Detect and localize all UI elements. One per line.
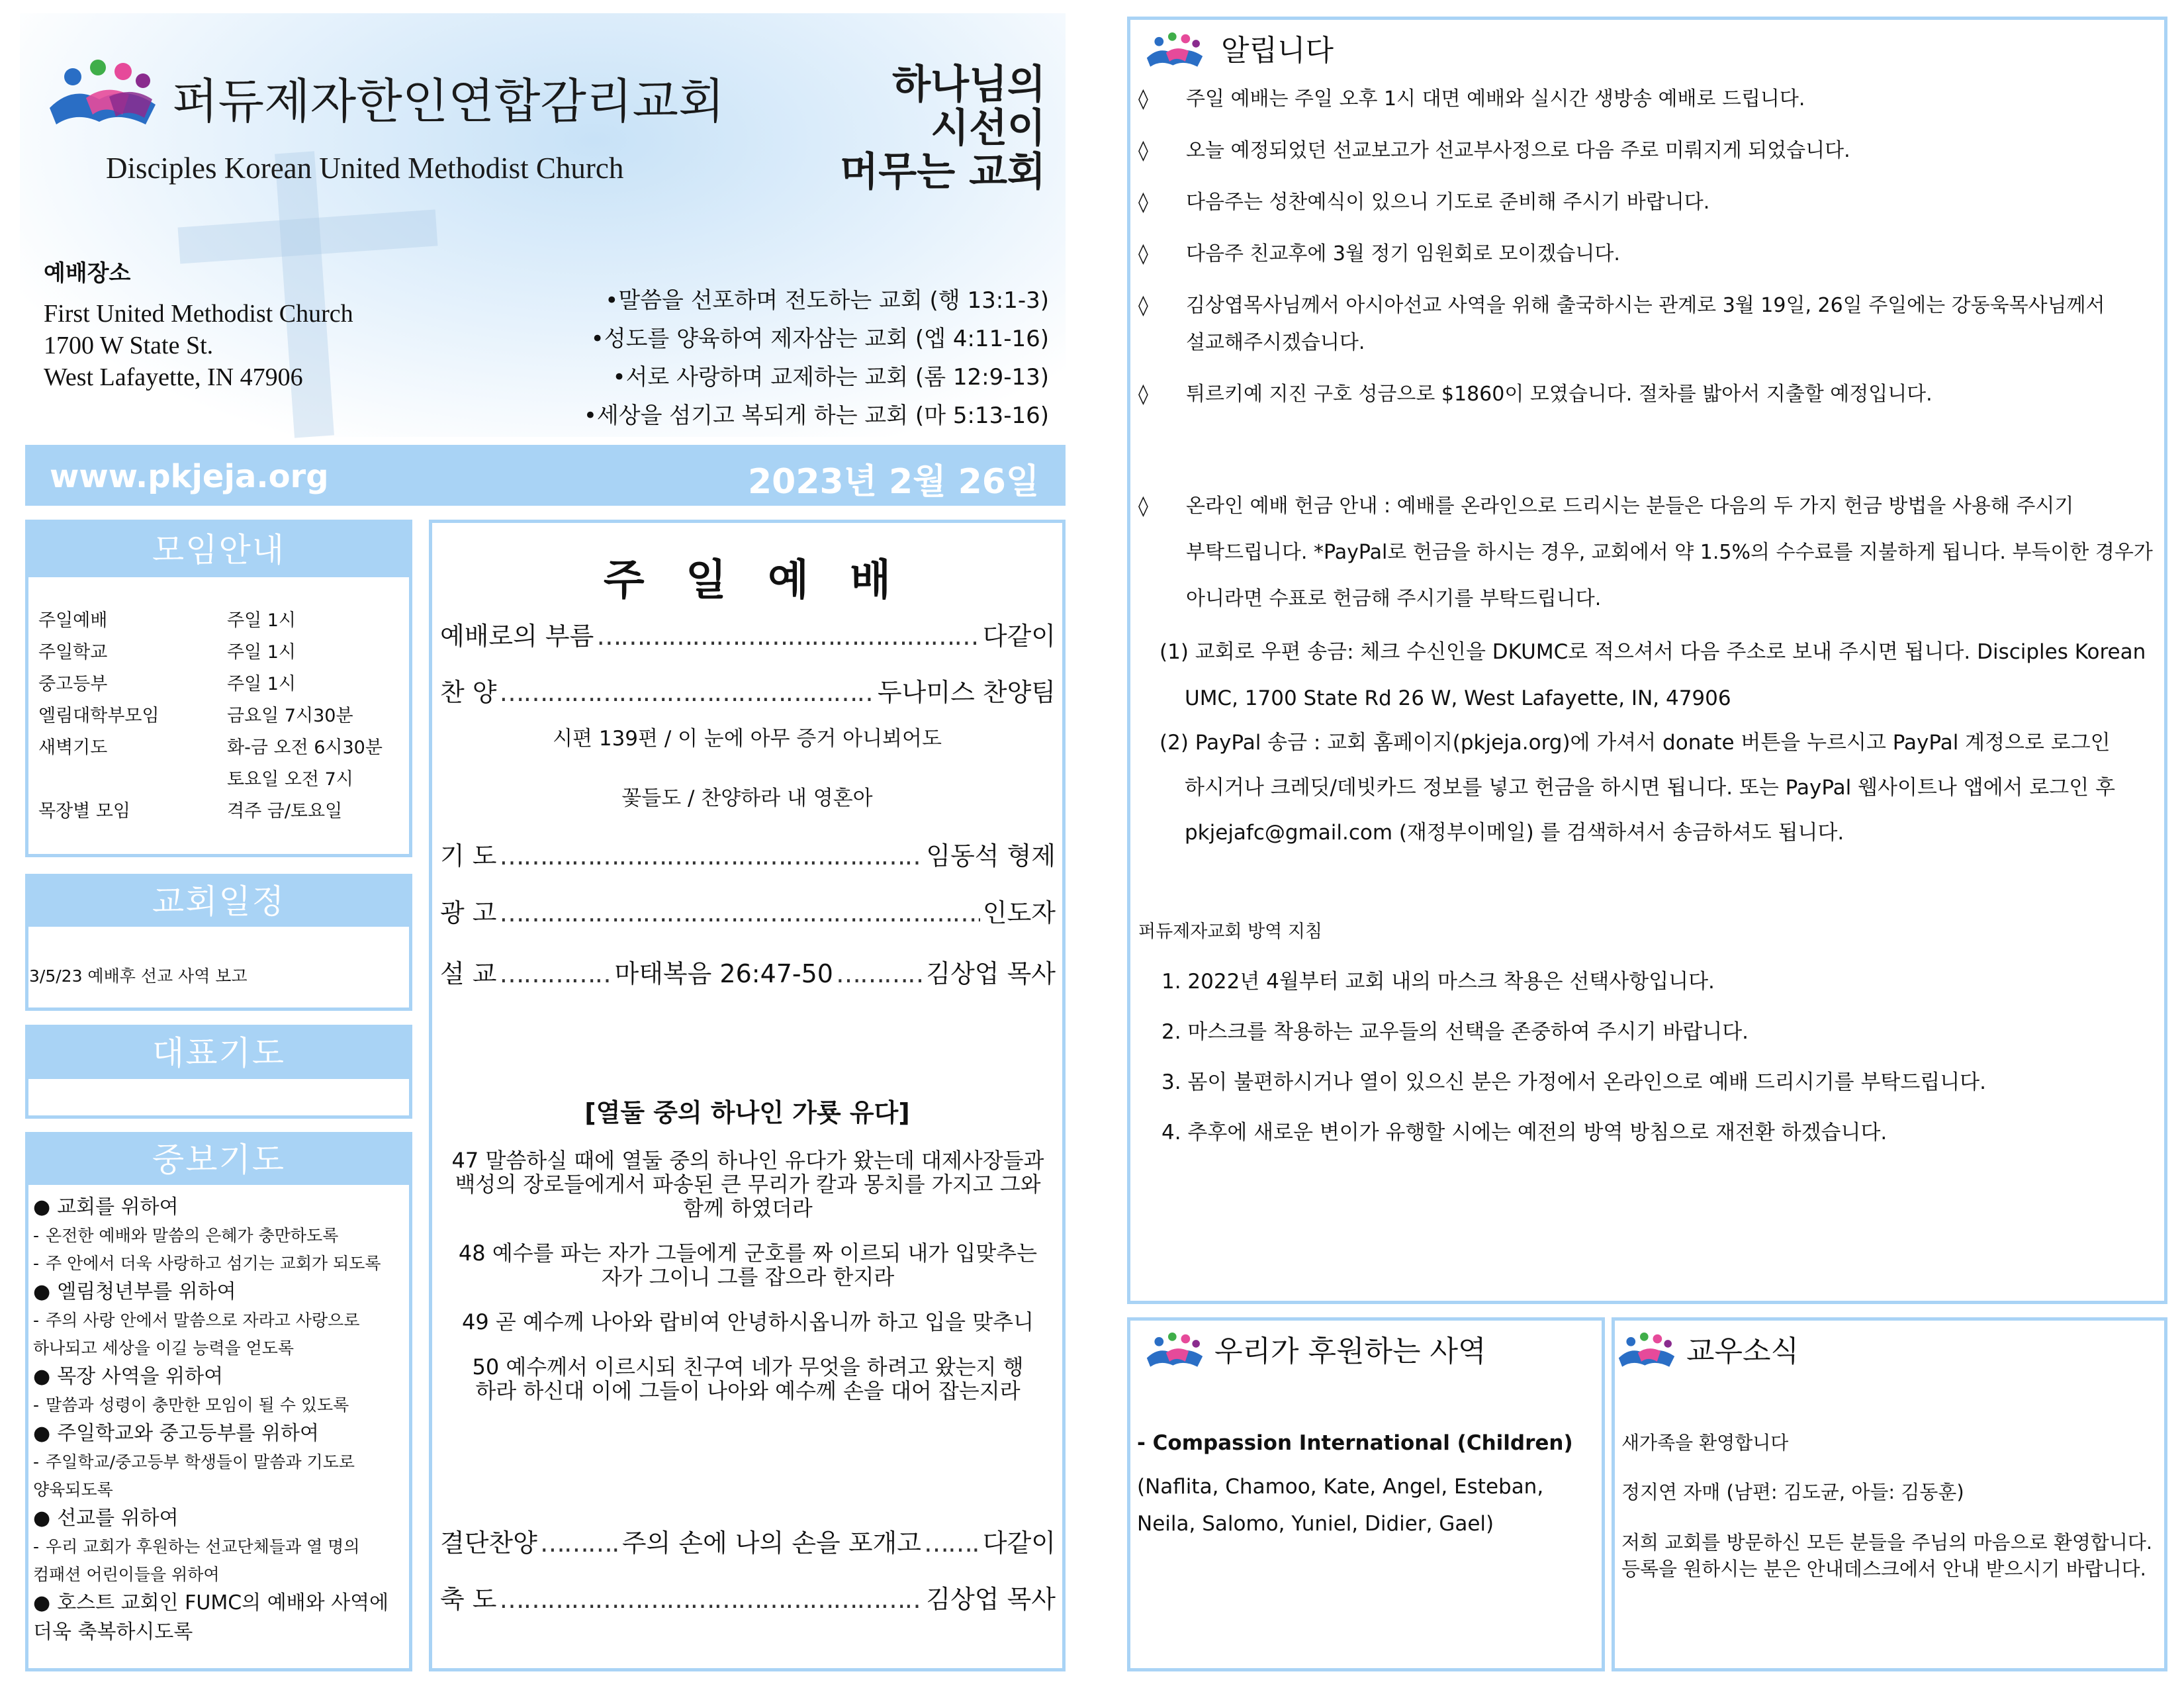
intercession-line [33,1618,404,1647]
meeting-time: 주일 1시 [227,642,296,663]
mission-item: •말씀을 선포하며 전도하는 교회 (행 13:1-3) [605,287,1049,314]
bullet-icon: ◊ [1138,383,1148,406]
mission-item: •성도를 양육하여 제자삼는 교회 (엡 4:11-16) [590,326,1049,352]
intercession-line [33,1391,404,1419]
intercession-line [33,1335,404,1362]
bullet-dot-icon: ● [33,1591,51,1615]
members-visitors [1621,1529,2152,1582]
sermon-title: [열둘 중의 하나인 가룟 유다] [584,1098,910,1127]
meeting-name: 중고등부 [38,674,108,694]
meeting-row [38,606,402,637]
bullet-icon: ◊ [1138,494,1148,518]
bullet-icon: ◊ [1138,242,1148,265]
visitor-line: 등록을 원하시는 분은 안내데스크에서 안내 받으시기 바랍니다. [1621,1558,2146,1580]
meeting-name: 주일학교 [38,642,108,663]
intercession-line [33,1222,404,1250]
announcement-item [1138,81,2158,118]
bullet-dot-icon: ● [33,1507,51,1530]
intercession-line [33,1504,404,1533]
meeting-row [38,701,402,733]
motto-line: 머무는 교회 [840,149,1046,195]
worship-item-response [440,1523,1056,1559]
worship-item-praise [440,672,1056,708]
meeting-row [38,765,402,796]
guideline-item: 1. 2022년 4월부터 교회 내의 마스크 착용은 선택사항입니다. [1161,970,1715,994]
announcements-icon [1145,32,1205,73]
intercession-line [33,1362,404,1391]
intercession-text: 목장 사역을 위하여 [57,1365,224,1388]
bullet-dot-icon: ● [33,1422,51,1445]
venue-line: West Lafayette, IN 47906 [44,363,303,391]
intercession-text: 온전한 예배와 말씀의 은혜가 충만하도록 [46,1226,339,1245]
intercession-text: 컴패션 어린이들을 위하여 [33,1565,220,1584]
online-text: 온라인 예배 헌금 안내 : 예배를 온라인으로 드리시는 분들은 다음의 두 가지 헌금 방법을 사용해 주시기 [1186,494,2074,518]
members-title: 교우소식 [1686,1335,1799,1368]
schedule-item: 3/5/23 예배후 선교 사역 보고 [29,966,248,986]
dot-leader [500,959,612,988]
order-label: 축 도 [440,1585,497,1614]
response-hymn: 주의 손에 나의 손을 포개고 [621,1528,921,1558]
announcement-item [1138,236,2158,273]
dash-icon: - [33,1452,40,1472]
worship-item-prayer [440,835,1056,872]
order-leader: 다같이 [982,622,1056,651]
meeting-time: 금요일 7시30분 [227,706,353,726]
hymn-line-1: 시편 139편 / 이 눈에 아무 증거 아니뵈어도 [553,727,942,751]
announcement-text: 오늘 예정되었던 선교보고가 선교부사정으로 다음 주로 미뤄지게 되었습니다. [1186,139,1850,162]
intercession-text: 우리 교회가 후원하는 선교단체들과 열 명의 [46,1537,360,1556]
dash-icon: - [33,1226,40,1245]
announcement-text: 주일 예배는 주일 오후 1시 대면 예배와 실시간 생방송 예배로 드립니다. [1186,87,1805,111]
children-line: (Naflita, Chamoo, Kate, Angel, Esteban, [1137,1475,1544,1499]
scripture-verses [437,1149,1059,1403]
announcement-text: 김상엽목사님께서 아시아선교 사역을 위해 출국하시는 관계로 3월 19일, 26일 주일에는 강동욱목사님께서 [1186,294,2105,317]
intercession-text: 주의 사랑 안에서 말씀으로 자라고 사랑으로 [46,1311,360,1330]
church-name-en: Disciples Korean United Methodist Church [106,152,624,185]
announcement-item [1138,376,2158,413]
meeting-time: 화-금 오전 6시30분 [227,737,383,758]
intercession-title: 중보기도 [28,1135,409,1185]
covid-guidelines [1161,957,2154,1158]
dot-leader [924,1528,980,1558]
motto-line: 시선이 [931,105,1046,152]
verse: 49 곧 예수께 나아와 랍비여 안녕하시옵니까 하고 입을 맞추니 [462,1309,1034,1335]
meeting-row [38,796,402,828]
dot-leader [596,622,980,651]
intercession-text: 하나되고 세상을 이길 능력을 얻도록 [33,1338,295,1358]
dot-leader [500,1585,924,1614]
order-leader: 임동석 형제 [926,841,1056,870]
meeting-row [38,669,402,701]
dot-leader [836,959,923,988]
method-line: 하시거나 크레딧/데빗카드 정보를 넣고 헌금을 하시면 됩니다. 또는 PayPal 웹사이트나 앱에서 로그인 후 [1185,776,2115,800]
rep-prayer-title: 대표기도 [28,1028,409,1079]
worship-title: 주 일 예 배 [603,556,891,605]
bullet-icon: ◊ [1138,191,1148,214]
hymn-line-2: 꽃들도 / 찬양하라 내 영혼아 [621,786,873,810]
announcement-text: 설교해주시겠습니다. [1186,331,1365,354]
meeting-row [38,733,402,765]
dash-icon: - [33,1254,40,1273]
dot-leader [540,1528,619,1558]
support-title: 우리가 후원하는 사역 [1214,1335,1486,1368]
schedule-title: 교회일정 [28,877,409,927]
verse: 50 예수께서 이르시되 친구여 네가 무엇을 하려고 왔는지 행하라 하신대 이에 그들이 나아와 예수께 손을 대어 잡는지라 [472,1354,1024,1403]
order-label: 예배로의 부름 [440,622,594,651]
meeting-name: 목장별 모임 [38,801,130,821]
order-leader: 다같이 [982,1528,1056,1558]
motto [807,63,1046,194]
intercession-line [33,1250,404,1278]
meetings-title: 모임안내 [28,523,409,577]
guideline-item: 4. 추후에 새로운 변이가 유행할 시에는 예전의 방역 방침으로 재전환 하겠습니다. [1161,1121,1888,1145]
order-label: 설 교 [440,959,497,988]
members-icon [1617,1332,1676,1373]
meeting-time: 주일 1시 [227,610,296,631]
announcement-text: 다음주 친교후에 3월 정기 임원회로 모이겠습니다. [1186,242,1620,265]
meeting-row [38,637,402,669]
bullet-dot-icon: ● [33,1196,51,1219]
announcement-item [1138,132,2158,169]
intercession-text: 주 안에서 더욱 사랑하고 섬기는 교회가 되도록 [46,1254,381,1273]
order-leader: 김상업 목사 [926,959,1056,988]
offering-method-1 [1160,629,2152,722]
worship-item-call [440,616,1056,652]
method-line: UMC, 1700 State Rd 26 W, West Lafayette, IN, 47906 [1185,686,1731,710]
intercession-line [33,1419,404,1448]
intercession-text: 말씀과 성령이 충만한 모임이 될 수 있도록 [46,1395,349,1415]
intercession-text: 양육되도록 [33,1480,113,1499]
intercession-text: 주일학교/중고등부 학생들이 말씀과 기도로 [46,1452,355,1472]
worship-item-benediction [440,1579,1056,1615]
venue-address [44,298,353,393]
order-label: 기 도 [440,841,497,870]
website-link[interactable]: www.pkjeja.org [50,458,329,495]
dot-leader [500,841,924,870]
venue-line: 1700 W State St. [44,332,214,359]
worship-item-sermon [440,953,1056,990]
announcement-text: 튀르키예 지진 구호 성금으로 $1860이 모였습니다. 절차를 밟아서 지출할 예정입니다. [1186,383,1933,406]
online-offering [1138,483,2158,622]
guideline-item: 2. 마스크를 착용하는 교우들의 선택을 존중하여 주시기 바랍니다. [1161,1020,1749,1044]
dash-icon: - [33,1311,40,1330]
verse: 47 말씀하실 때에 열둘 중의 하나인 유다가 왔는데 대제사장들과 백성의 장로들에게서 파송된 큰 무리가 칼과 몽치를 가지고 그와 함께 하였더라 [451,1148,1044,1221]
meeting-name: 엘림대학부모임 [38,706,159,726]
order-label: 결단찬양 [440,1528,537,1558]
church-logo-icon [46,58,159,131]
dot-leader [500,678,875,707]
method-line: pkjejafc@gmail.com (재정부이메일) 를 검색하셔서 송금하셔도 됩니다. [1185,821,1844,845]
bulletin-date: 2023년 2월 26일 [748,462,1040,502]
announcement-item [1138,184,2158,221]
worship-item-announcements [440,892,1056,929]
venue-line: First United Methodist Church [44,300,353,328]
announcements-title: 알립니다 [1221,34,1334,68]
meeting-time: 토요일 오전 7시 [227,769,353,790]
intercession-text: 엘림청년부를 위하여 [57,1280,236,1303]
intercession-line [33,1193,404,1222]
meeting-name: 주일예배 [38,610,108,631]
offering-method-2 [1160,720,2152,855]
online-line-3: 아니라면 수표로 헌금해 주시기를 부탁드립니다. [1186,587,1602,610]
support-icon [1145,1332,1205,1373]
support-name: - Compassion International (Children) [1137,1431,1573,1455]
intercession-line [33,1533,404,1561]
intercession-line [33,1278,404,1307]
order-label: 찬 양 [440,678,497,707]
meetings-table [38,606,402,828]
intercession-line [33,1448,404,1476]
intercession-line [33,1561,404,1589]
motto-line: 하나님의 [892,62,1046,108]
intercession-line [33,1589,404,1618]
mission-item: •세상을 섬기고 복되게 하는 교회 (마 5:13-16) [583,402,1049,429]
church-name-ko: 퍼듀제자한인연합감리교회 [172,73,725,129]
bullet-icon: ◊ [1138,87,1148,111]
announcement-item [1138,287,2158,361]
online-line-1 [1138,483,2158,530]
mission-list [556,281,1049,435]
members-welcome: 새가족을 환영합니다 [1621,1432,1789,1454]
bullet-dot-icon: ● [33,1365,51,1388]
bullet-icon: ◊ [1138,294,1148,317]
meeting-name: 새벽기도 [38,737,108,758]
intercession-text: 교회를 위하여 [57,1196,179,1219]
mission-item: •서로 사랑하며 교제하는 교회 (롬 12:9-13) [612,364,1049,391]
meeting-time: 주일 1시 [227,674,296,694]
members-family: 정지연 자매 (남편: 김도균, 아들: 김동훈) [1621,1481,1964,1503]
method-line: (1) 교회로 우편 송금: 체크 수신인을 DKUMC로 적으셔서 다음 주소로 보내 주시면 됩니다. Disciples Korean [1160,640,2146,664]
order-leader: 두나미스 찬양팀 [877,678,1056,707]
online-line-2: 부탁드립니다. *PayPal로 헌금을 하시는 경우, 교회에서 약 1.5%의 수수료를 지불하게 됩니다. 부득이한 경우가 [1186,541,2153,564]
order-leader: 김상업 목사 [926,1585,1056,1614]
intercession-text: 더욱 축복하시도록 [33,1620,193,1644]
support-children [1137,1468,1543,1542]
intercession-line [33,1307,404,1335]
covid-title: 퍼듀제자교회 방역 지침 [1138,921,1322,942]
intercession-text: 선교를 위하여 [57,1507,179,1530]
announcement-text: 다음주는 성찬예식이 있으니 기도로 준비해 주시기 바랍니다. [1186,191,1710,214]
meeting-time: 격주 금/토요일 [227,801,343,821]
venue-label: 예배장소 [44,260,131,287]
dot-leader [500,898,980,927]
announcement-list [1138,81,2158,428]
order-leader: 인도자 [982,898,1056,927]
verse: 48 예수를 파는 자가 그들에게 군호를 짜 이르되 내가 입맞추는 자가 그이니 그를 잡으라 한지라 [458,1241,1038,1289]
dash-icon: - [33,1537,40,1556]
intercession-text: 주일학교와 중고등부를 위하여 [57,1422,319,1445]
bullet-icon: ◊ [1138,139,1148,162]
method-line: (2) PayPal 송금 : 교회 홈페이지(pkjeja.org)에 가셔서 donate 버튼을 누르시고 PayPal 계정으로 로그인 [1160,731,2111,755]
intercession-line [33,1476,404,1504]
intercession-list [33,1193,404,1647]
bullet-dot-icon: ● [33,1280,51,1303]
order-label: 광 고 [440,898,497,927]
intercession-text: 호스트 교회인 FUMC의 예배와 사역에 [57,1591,389,1615]
sermon-passage: 마태복음 26:47-50 [614,959,833,988]
visitor-line: 저희 교회를 방문하신 모든 분들을 주님의 마음으로 환영합니다. [1621,1531,2153,1554]
children-line: Neila, Salomo, Yuniel, Didier, Gael) [1137,1512,1494,1536]
dash-icon: - [33,1395,40,1415]
guideline-item: 3. 몸이 불편하시거나 열이 있으신 분은 가정에서 온라인으로 예배 드리시기를 부탁드립니다. [1161,1070,1986,1094]
